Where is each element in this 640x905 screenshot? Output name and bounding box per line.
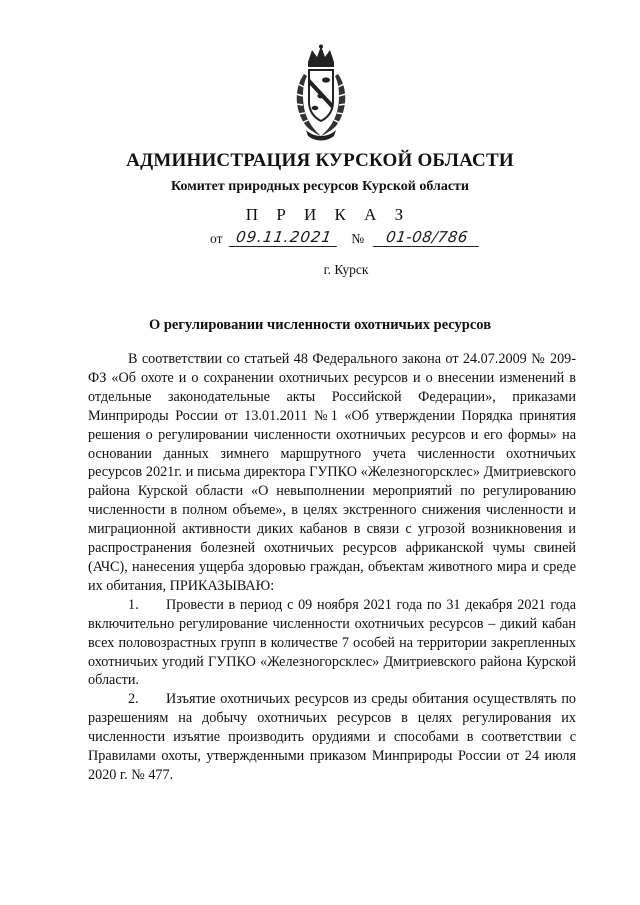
city: г. Курск [323, 262, 369, 277]
order-body [88, 350, 576, 785]
document-type: П Р И К А З [245, 205, 411, 224]
order-subject: О регулировании численности охотничьих ресурсов [148, 317, 492, 333]
item-text: Изъятие охотничьих ресурсов из среды обитания осуществлять по разрешениям на добычу охотничьих ресурсов в целях регулирования их численности изъятие производить орудиями и способами в соответствии с Правилами охоты, утвержденными приказом Минприроды России от 24 июля 2020 г. № 477. [88, 691, 576, 783]
committee-name: Комитет природных ресурсов Курской области [171, 179, 469, 194]
item-text: Провести в период с 09 ноября 2021 года по 31 декабря 2021 года включительно регулирование численности охотничьих ресурсов – дикий кабан всех половозрастных групп в количестве 7 особей на территории закрепленных охотничьих угодий ГУПКО «Железногорсклес» Дмитриевского района Курской области. [88, 596, 576, 689]
order-item-1 [88, 596, 576, 691]
handwritten-date: 09.11.2021 [229, 229, 340, 247]
handwritten-number: 01-08/786 [372, 229, 481, 247]
item-number: 2. [128, 691, 139, 708]
order-item-2 [88, 690, 576, 785]
organization-title: АДМИНИСТРАЦИЯ КУРСКОЙ ОБЛАСТИ [126, 150, 514, 171]
number-prefix: № [351, 231, 365, 246]
item-number: 1. [128, 596, 139, 613]
preamble-paragraph: В соответствии со статьей 48 Федерального закона от 24.07.2009 № 209-ФЗ «Об охоте и о сохранении охотничьих ресурсов и о внесении изменений в отдельные законодательные акты Российской Федерации», приказами Минприроды России от 13.01.2011 №1 «Об утверждении Порядка принятия решения о регулировании численности охотничьих ресурсов и его формы» на основании данных зимнего маршрутного учета численности охотничьих ресурсов 2021г. и письма директора ГУПКО «Железногорсклес» Дмитриевского района Курской области «О невыполнении мероприятий по регулированию численности в полном объеме», в целях экстренного снижения численности и миграционной активности диких кабанов в связи с угрозой возникновения и распространения болезней охотничьих ресурсов африканской чумы свиней (АЧС), нанесения ущерба здоровью граждан, объектам животного мира и среде их обитания, ПРИКАЗЫВАЮ: [88, 351, 576, 594]
date-prefix: от [210, 231, 223, 246]
kursk-coat-of-arms-icon [290, 44, 352, 142]
date-number-line [210, 229, 480, 247]
